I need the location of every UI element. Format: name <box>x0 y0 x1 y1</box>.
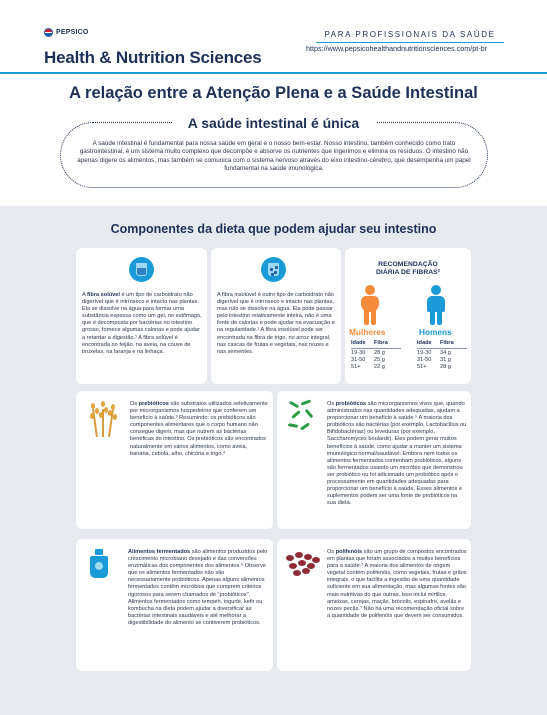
intro-heading: A saúde intestinal é única <box>187 115 360 131</box>
woman-icon <box>358 285 382 325</box>
fiber-rec-title: RECOMENDAÇÃO DIÁRIA DE FIBRAS² <box>376 261 440 276</box>
table-row: 19-30 28 g <box>351 349 385 356</box>
section-title: Componentes da dieta que podem ajudar seu intestino <box>110 222 437 236</box>
page-title: A relação entre a Atenção Plena e a Saúde Intestinal <box>69 84 478 102</box>
women-label: Mulheres <box>349 327 386 337</box>
table-row: 51+ 22 g <box>351 363 385 370</box>
card-probiotics <box>277 391 471 529</box>
fermented-foods-text: Alimentos fermentados são alimentos produzidos pelo crescimento microbiano desejado e das conversões enzimáticas dos componentes dos alimentos.⁶ Observe que os alimentos fermentados não são necessariamente probióticos. Apenas alguns alimentos fermentados contêm micróbios que cumprem critérios rigorosos para serem chamados de "probióticos". Alimentos fermentados como tempeh, iogurte, kefir ou kombucha na dieta podem ajudar a diversificar as bactérias intestinais saudáveis e até melhorar a digestibilidade do alimento se contiverem probióticos. <box>128 549 268 626</box>
yogurt-icon <box>89 549 109 579</box>
header-divider <box>0 72 547 74</box>
table-row: 19-30 34 g <box>417 349 451 356</box>
pepsico-logo[interactable] <box>44 28 89 37</box>
table-row: 31-50 25 g <box>351 356 385 363</box>
card-fiber-recommendation <box>345 248 471 384</box>
prebiotics-text: Os prebióticos são substratos utilizados seletivamente por microrganismos hospedeiros que conferem um benefício à saúde.³ Resumindo: os prebióticos são componentes alimentares que o corpo humano não consegue digerir, mas que nutrem as bactérias benéficas do intestino. Os prebióticos são encontrados naturalmente em vários alimentos, como aveia, banana, cebola, alho, chicória e trigo.⁴ <box>130 401 268 457</box>
table-row: 31-50 31 g <box>417 356 451 363</box>
intro-text: A saúde intestinal é fundamental para nossa saúde em geral e o nosso bem-estar. Nosso intestino, também conhecido como trato gastrointestinal, é um sistema muito complexo que decompõe e absorve os nutrientes que ingerimos e elimina os resíduos. O intestino não apenas digere os alimentos, mas também se comunica com o sistema nervoso através do eixo intestino-cérebro, que desempenha um papel fundamental na saúde imunológica. <box>77 140 471 172</box>
insoluble-fiber-text: A fibra insolúvel é outro tipo de carboidrato não digerível que é intrínseco e intacto nas plantas, mas não se dissolve na água. Ela pode passar pelo intestino relativamente inteira, não é uma fonte de calorias e pode ajudar na evacuação e na regularidade.¹ A fibra insolúvel pode ser encontrada na fibra de trigo, no arroz integral, nas cascas de frutas e vegetais, nas nozes e nas sementes. <box>217 292 335 355</box>
card-soluble-fiber <box>76 248 207 384</box>
probiotics-text: Os probióticos são microrganismos vivos que, quando administrados nas quantidades adequadas, ajudam a proporcionar um benefício à saúde.⁵ A maioria dos probióticos são bactérias (por exemplo, Lactobacillus ou Bifidobactérias) ou leveduras (por exemplo, Saccharomyces boulardii). Eles podem gerar muitos benefícios à saúde, como ajudar a manter um sistema imunológico normal/saudável. Embora nem todos os alimentos fermentados contenham probióticos, alguns são fermentados usando um micróbio que demonstrou ser probiótico ou foi adicionado um probiótico após o processamento em quantidades adequadas para proporcionar um benefício à saúde. Esses alimentos e suplementos podem ser uma fonte de probióticos na sua dieta. <box>327 401 467 507</box>
women-fiber-table: Idade Fibra 19-30 28 g 31-50 25 g 51+ 22 g <box>351 339 401 371</box>
card-insoluble-fiber <box>211 248 341 384</box>
man-icon <box>424 285 448 325</box>
soluble-fiber-text: A fibra solúvel é um tipo de carboidrato não digerível que é intrínseco e intacto nas plantas. Ela se dissolve na água para formar uma substância espessa como um gel, no estômago, que é decomposta por bactérias no intestino grosso, fornece algumas calorias e pode ajudar a retardar a digestão.¹ A fibra solúvel é encontrada no feijão, na aveia, na couve de bruxelas, na laranja e na linhaça. <box>82 292 202 355</box>
logo-text: PEPSICO <box>56 29 89 36</box>
table-row: 51+ 28 g <box>417 363 451 370</box>
card-polyphenols <box>277 539 471 671</box>
pepsi-globe-icon <box>44 28 53 37</box>
wheat-icon <box>88 401 118 441</box>
header <box>0 0 547 72</box>
men-label: Homens <box>419 327 452 337</box>
beans-icon <box>286 551 320 577</box>
audience-label: PARA PROFISSIONAIS DA SAÚDE <box>316 30 504 43</box>
polyphenols-text: Os polifenóis são um grupo de compostos encontrados em plantas que foram associados a muitos benefícios para a saúde.⁷ A maioria dos alimentos de origem vegetal contém polifenóis, como vegetais, frutas e grãos integrais, o que facilita a ingestão de uma quantidade suficiente em sua alimentação, mas algumas fontes são mais nutritivas do que outras. Isso inclui mirtilos, ameixas, cerejas, maçãs, brócolis, espinafre, avelãs e nozes pecãs.⁷ Não há uma recomendação oficial sobre a quantidade de polifenóis que devem ser consumidos. <box>327 549 467 619</box>
fiber-glass-icon <box>261 257 286 282</box>
card-fermented-foods <box>76 539 273 671</box>
brand-title: Health & Nutrition Sciences <box>44 48 262 67</box>
bacteria-icon <box>287 401 317 435</box>
site-url-link[interactable]: https://www.pepsicohealthandnutritionsciences.com/pt-br <box>306 44 487 53</box>
men-fiber-table: Idade Fibra 19-30 34 g 31-50 31 g 51+ 28 g <box>417 339 467 371</box>
water-glass-icon <box>129 257 154 282</box>
card-prebiotics <box>76 391 273 529</box>
